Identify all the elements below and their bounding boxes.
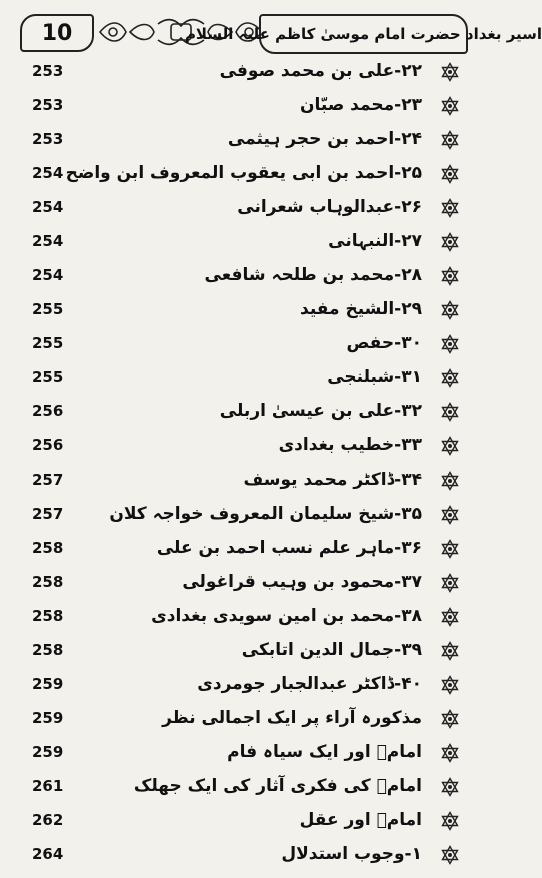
entry-title: ۲۷-النبہانی xyxy=(328,231,422,251)
star-of-david-icon xyxy=(440,164,460,184)
entry-title: امامؑ اور عقل xyxy=(299,810,422,830)
star-of-david-icon xyxy=(440,62,460,82)
toc-row xyxy=(0,535,482,565)
entry-title: ۲۶-عبدالوہاب شعرانی xyxy=(237,197,422,217)
entry-title: امامؑ اور ایک سیاہ فام xyxy=(227,742,422,762)
star-of-david-icon xyxy=(440,709,460,729)
page-ref: 257 xyxy=(32,471,64,489)
toc-row xyxy=(0,671,482,701)
entry-title: ۳۶-ماہر علم نسب احمد بن علی xyxy=(156,538,422,558)
toc-row xyxy=(0,841,482,871)
star-of-david-icon xyxy=(440,539,460,559)
page-ref: 258 xyxy=(32,641,64,659)
entry-title: ۳۱-شبلنجی xyxy=(327,367,422,387)
toc-row xyxy=(0,126,482,156)
running-title: اسیر بغداد حضرت امام موسیٰ کاظم علیہ السلام xyxy=(259,14,468,54)
toc-row xyxy=(0,194,482,224)
toc-row xyxy=(0,92,482,122)
entry-title: ۳۵-شیخ سلیمان المعروف خواجہ کلان xyxy=(109,504,422,524)
page-ref: 255 xyxy=(32,368,64,386)
page-ref: 259 xyxy=(32,743,64,761)
page-ref: 254 xyxy=(32,266,64,284)
page-ref: 258 xyxy=(32,539,64,557)
entry-title: ۲۲-علی بن محمد صوفی xyxy=(219,61,422,81)
star-of-david-icon xyxy=(440,845,460,865)
toc-row xyxy=(0,58,482,88)
entry-title: ۲۴-احمد بن حجر ہیثمی xyxy=(227,129,422,149)
toc-row xyxy=(0,739,482,769)
toc-row xyxy=(0,705,482,735)
toc-row xyxy=(0,807,482,837)
page-ref: 257 xyxy=(32,505,64,523)
entry-title: ۳۴-ڈاکٹر محمد یوسف xyxy=(243,470,422,490)
entry-title: ۳۷-محمود بن وہیب قراغولی xyxy=(182,572,422,592)
page-ref: 256 xyxy=(32,402,64,420)
star-of-david-icon xyxy=(440,811,460,831)
page-ref: 261 xyxy=(32,777,64,795)
page-ref: 254 xyxy=(32,198,64,216)
star-of-david-icon xyxy=(440,471,460,491)
entry-title: ۳۰-حفص xyxy=(346,333,422,353)
toc-row xyxy=(0,467,482,497)
page-ref: 253 xyxy=(32,96,64,114)
entry-title: ۲۵-احمد بن ابی یعقوب المعروف ابن واضح xyxy=(65,163,422,183)
toc-row xyxy=(0,603,482,633)
page-ref: 253 xyxy=(32,130,64,148)
entry-title: ۱-وجوب استدلال xyxy=(281,844,422,864)
star-of-david-icon xyxy=(440,266,460,286)
entry-title: ۴۰-ڈاکٹر عبدالجبار جومردی xyxy=(197,674,422,694)
star-of-david-icon xyxy=(440,96,460,116)
toc-row xyxy=(0,330,482,360)
page-ref: 254 xyxy=(32,164,64,182)
toc-row xyxy=(0,501,482,531)
entry-title: ۲۹-الشیخ مفید xyxy=(300,299,422,319)
page-ref: 258 xyxy=(32,607,64,625)
page-ref: 253 xyxy=(32,62,64,80)
toc-row xyxy=(0,262,482,292)
page-ref: 262 xyxy=(32,811,64,829)
page-ref: 255 xyxy=(32,334,64,352)
toc-row xyxy=(0,364,482,394)
entry-title: ۲۳-محمد صبّان xyxy=(300,95,422,115)
page-ref: 256 xyxy=(32,436,64,454)
star-of-david-icon xyxy=(440,777,460,797)
toc-row xyxy=(0,296,482,326)
toc-row xyxy=(0,773,482,803)
entry-title: ۳۹-جمال الدین اتابکی xyxy=(241,640,422,660)
star-of-david-icon xyxy=(440,743,460,763)
star-of-david-icon xyxy=(440,641,460,661)
toc-row xyxy=(0,432,482,462)
star-of-david-icon xyxy=(440,130,460,150)
star-of-david-icon xyxy=(440,334,460,354)
entry-title: ۳۲-علی بن عیسیٰ اربلی xyxy=(219,401,422,421)
entry-title: ۲۸-محمد بن طلحہ شافعی xyxy=(204,265,422,285)
page-header xyxy=(6,10,542,54)
page-ref: 258 xyxy=(32,573,64,591)
star-of-david-icon xyxy=(440,505,460,525)
toc-row xyxy=(0,160,482,190)
page-ref: 259 xyxy=(32,675,64,693)
star-of-david-icon xyxy=(440,368,460,388)
star-of-david-icon xyxy=(440,300,460,320)
page-ref: 259 xyxy=(32,709,64,727)
entry-title: ۳۳-خطیب بغدادی xyxy=(278,435,422,455)
star-of-david-icon xyxy=(440,607,460,627)
star-of-david-icon xyxy=(440,402,460,422)
star-of-david-icon xyxy=(440,675,460,695)
page-ref: 255 xyxy=(32,300,64,318)
star-of-david-icon xyxy=(440,573,460,593)
page-ref: 254 xyxy=(32,232,64,250)
entry-title: مذکورہ آراء پر ایک اجمالی نظر xyxy=(162,708,422,728)
toc-row xyxy=(0,637,482,667)
entry-title: ۳۸-محمد بن امین سویدی بغدادی xyxy=(151,606,422,626)
star-of-david-icon xyxy=(440,436,460,456)
toc-row xyxy=(0,398,482,428)
toc-row xyxy=(0,569,482,599)
page-ref: 264 xyxy=(32,845,64,863)
star-of-david-icon xyxy=(440,232,460,252)
entry-title: امامؑ کی فکری آثار کی ایک جھلک xyxy=(133,776,422,796)
page-number: 10 xyxy=(20,14,94,52)
star-of-david-icon xyxy=(440,198,460,218)
toc-row xyxy=(0,228,482,258)
